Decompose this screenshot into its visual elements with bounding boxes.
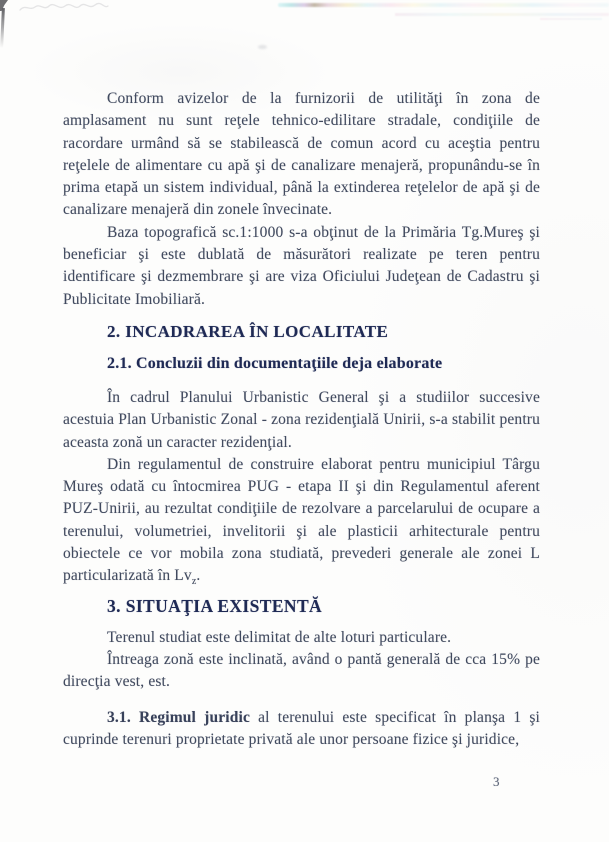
paragraph-panta-generala: Întreaga zonă este inclinată, având o pantă generală de cca 15% pe direcţia vest, est.	[63, 650, 540, 691]
paragraph-utility-networks: Conform avizelor de la furnizorii de utilităţi în zona de amplasament nu sunt reţele tehnico-edilitare stradale, condiţiile de racordare urmând să se stabilească de comun acord cu aceştia pentru reţelele de alimentare cu apă şi de canalizare menajeră, propunându-se în prima etapă un sistem individual, până la extinderea reţelelor de apă şi de canalizare menajeră din zonele învecinate.	[63, 90, 540, 219]
paragraph-regulament-period: .	[196, 567, 201, 585]
section-heading-situatia-existenta: 3. SITUAŢIA EXISTENTĂ	[107, 595, 323, 616]
paragraph-plan-urbanistic-general: În cadrul Planului Urbanistic General şi a studiilor succesive acestuia Plan Urbanistic Zonal - zona rezidenţială Unirii, s-a stabilit pentru aceasta zonă un caracter rezidenţial.	[63, 388, 540, 451]
subsection-heading-concluzii-documentatii: 2.1. Concluzii din documentaţiile deja elaborate	[107, 354, 443, 372]
section-heading-incadrarea-in-localitate: 2. INCADRAREA ÎN LOCALITATE	[107, 321, 389, 341]
paragraph-regulament-construire	[63, 454, 540, 588]
page-number: 3	[493, 774, 500, 789]
paragraph-regim-juridic	[63, 707, 540, 752]
paragraph-teren-delimitat: Terenul studiat este delimitat de alte loturi particulare.	[107, 628, 452, 646]
subscript-zone-index: z	[191, 576, 197, 588]
paragraph-regulament-text: Din regulamentul de construire elaborat pentru municipiul Târgu Mureş odată cu întocmirea PUG - etapa II şi din Regulamentul aferent PUZ-Unirii, au rezultat condiţiile de rezolvare a parcelarului de ocupare a terenului, volumetriei, invelitorii şi ale plasticii arhitecturale pentru obiectele ce vor mobila zona studiată, prevederi generale ale zonei L particularizată în Lv	[63, 455, 540, 585]
paragraph-regim-juridic-bold: 3.1. Regimul juridic	[107, 708, 250, 726]
paragraph-topographic-base: Baza topografică sc.1:1000 s-a obţinut de la Primăria Tg.Mureş şi beneficiar şi este dublată de măsurători realizate pe teren pentru identificare şi dezmembrare şi are viza Oficiului Judeţean de Cadastru şi Publicitate Imobiliară.	[63, 223, 540, 308]
paragraph-regim-juridic-text: al terenului este specificat în planşa 1 şi cuprinde terenuri proprietate privată ale unor persoane fizice şi juridice,	[63, 708, 540, 748]
